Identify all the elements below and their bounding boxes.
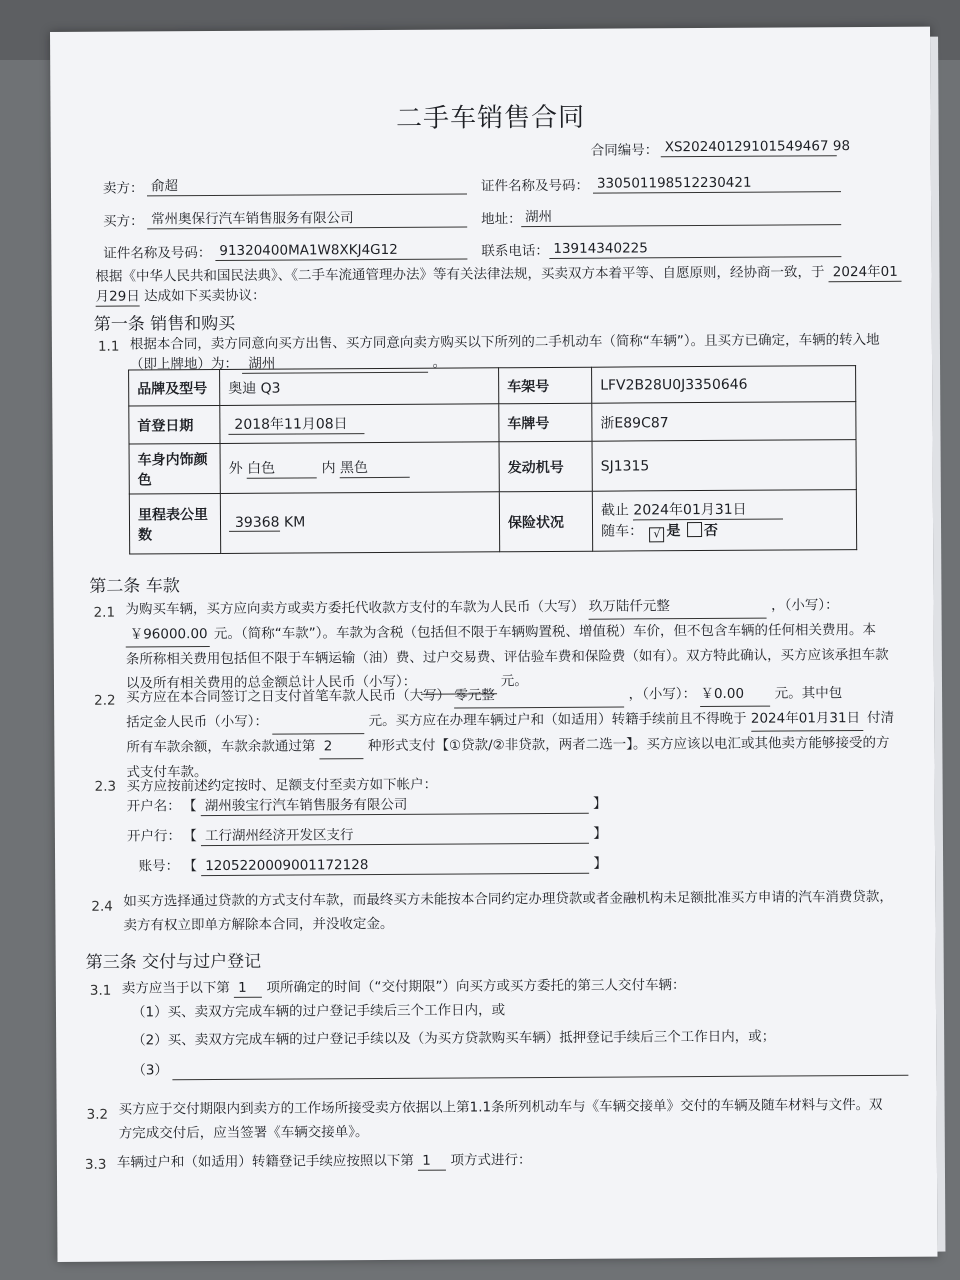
bracket-left: 【 [182,798,197,815]
clause-1-1-line1: 根据本合同，卖方同意向买方出售、买方同意向卖方购买以下所列的二手机动车（简称“车辆”）。且买方已确定，车辆的转入地 [129,331,880,353]
clause-2-2 [126,681,917,785]
preamble-date2: 月29日 [95,288,140,305]
clause-3-3-text-a: 车辆过户和（如适用）转籍登记手续应按照以下第 [116,1152,414,1171]
bracket-right: 】 [593,795,607,812]
clause-2-1-small-label: ，（小写）： [771,597,839,614]
clause-2-2-line3 [126,731,916,761]
contract-no-value: XS20240129101549467 98 [661,137,837,157]
delivery-option-3-blank [172,1057,908,1080]
bank-value: 工行湖州经济开发区支行 [201,825,589,846]
checkbox-yes[interactable]: √ [649,527,664,542]
delivery-option: 1 [234,979,262,998]
buyer-id-label: 证件名称及号码： [103,245,212,262]
preamble-line2 [96,287,266,307]
payment-method: 2 [320,734,364,759]
insurance-date: 2024年01月31日 [633,499,783,521]
preamble-text1: 根据《中华人民共和国民法典》、《二手车流通管理办法》等有关法律法规，买卖双方本着平等、自愿原则，经协商一致，于 [95,264,825,285]
preamble-text2: 达成如下买卖协议： [144,287,266,305]
no-label: 否 [703,522,719,540]
table-row [129,402,856,444]
yes-label: 是 [666,523,681,540]
clause-2-2-text3a: 所有车款余额，车款余款通过第 [126,738,316,756]
odometer-cell [220,492,499,554]
clause-3-2-num: 3.2 [86,1106,109,1123]
buyer-addr-label: 地址： [481,211,522,228]
insurance-cell [592,490,856,552]
clause-2-1-num: 2.1 [93,604,116,621]
buyer-id-value: 91320400MA1W8XKJ4G12 [215,240,467,261]
plate-value: 浙E89C87 [592,402,856,442]
insurance-prefix: 截止 [600,502,629,519]
contract-no-label: 合同编号： [590,142,659,159]
color-label: 车身内饰颜色 [129,443,220,494]
clause-3-2 [119,1093,925,1146]
vin-label: 车架号 [499,367,592,404]
deposit-blank [272,709,364,735]
clause-2-2-text3b: 种形式支付【①贷款/②非贷款，两者二选一】。买方应该以电汇或其他卖方能够接受的方 [367,734,890,755]
clause-2-2-text1: 买方应在本合同签订之日支付首笔车款人民币（大写） [126,687,451,706]
buyer-phone-label: 联系电话： [481,242,549,260]
vehicle-info-table [128,365,857,554]
clause-3-2-line1: 买方应于交付期限内到卖方的工作场所接受卖方依据以上第1.1条所列机动车与《车辆交接单》交付的车辆及随车材料与文件。双 [118,1096,883,1118]
account-no-row [127,855,607,877]
insurance-follow-label: 随车： [601,523,644,540]
clause-2-4 [123,885,923,938]
clause-3-2-line2: 方完成交付后，应当签署《车辆交接单》。 [118,1124,369,1142]
bank-label: 开户行： [126,828,181,845]
article2-title: 第二条 车款 [89,576,180,597]
clause-2-2-line4: 式支付车款。 [126,764,208,781]
clause-3-3-line [117,1151,532,1173]
account-no-label: 账号： [138,858,180,875]
clause-2-2-text1b: 元。其中包 [774,685,843,702]
reg-date-label: 首登日期 [129,405,220,444]
reg-date-cell [220,404,499,444]
account-name-value: 湖州骏宝行汽车销售服务有限公司 [201,795,589,816]
paper-stack-edge [930,37,945,1252]
buyer-label: 买方： [103,213,144,230]
transfer-option: 1 [418,1152,446,1171]
contract-title: 二手车销售合同 [395,102,586,134]
buyer-addr-value: 湖州 [521,206,841,227]
article3-title: 第三条 交付与过户登记 [85,951,262,973]
seller-id-value: 330501198512230421 [593,173,841,194]
clause-3-1-text-a: 卖方应当于以下第 [121,979,230,997]
clause-1-1-num: 1.1 [97,338,120,355]
engine-value: SJ1315 [592,440,856,492]
clause-3-1-line [122,976,686,998]
bracket-right: 】 [593,855,608,872]
odometer-unit: KM [283,514,306,531]
bank-row [127,825,607,847]
account-name-label: 开户名： [126,798,181,815]
reg-date-value: 2018年11月08日 [228,413,364,435]
odometer-label: 里程表公里数 [129,493,220,554]
clause-2-1-text4: 以及所有相关费用的总金额总计人民币（小写）： [125,673,417,692]
clause-2-4-num: 2.4 [91,898,113,915]
insurance-until-line [601,498,848,521]
clause-1-1-text2: （即上牌地）为： [129,355,239,373]
account-name-row [127,795,607,817]
table-row [129,440,856,494]
color-cell [220,442,499,494]
clause-2-1-line3: 条所称相关费用包括但不限于车辆运输（油）费、过户交易费、评估验车费和保险费（如有）。双方特此确认，买方应该承担车款 [125,646,889,668]
plate-label: 车牌号 [499,403,592,442]
clause-3-3-text-b: 项方式进行： [450,1152,532,1169]
brand-label: 品牌及型号 [129,369,220,406]
ext-color-value: 白色 [247,457,317,478]
preamble-line1 [95,263,901,287]
seller-label: 卖方： [102,180,144,197]
seller-name: 俞超 [147,175,467,196]
delivery-option-3-label: （3） [132,1062,168,1079]
odometer-value: 39368 [229,515,280,532]
vin-value: LFV2B28U0J3350646 [592,366,856,404]
clause-2-3-text: 买方应按前述约定按时、足额支付至卖方如下帐户： [126,776,438,795]
preamble-date1: 2024年01 [829,263,902,282]
table-row [129,366,856,406]
price-amount: ￥96000.00 [126,622,210,648]
int-color-prefix: 内 [321,460,336,477]
article1-title: 第一条 销售和购买 [93,313,236,335]
account-no-value: 1205220009001172128 [201,855,589,876]
clause-1-1-dot: 。 [432,354,447,371]
seller-id-label: 证件名称及号码： [480,177,589,195]
table-row [129,490,856,554]
clause-2-4-line1: 如买方选择通过贷款的方式支付车款，而最终买方未能按本合同约定办理贷款或者金融机构未足额批准买方申请的汽车消费贷款， [123,888,893,910]
clause-2-1-yuan: 元。 [500,673,528,690]
checkbox-no[interactable] [687,522,702,537]
clause-2-2-text2a: 括定金人民币（小写）： [126,713,269,731]
brand-value: 奥迪 Q3 [220,368,499,406]
clause-2-1-text1: 为购买车辆，买方应向卖方或卖方委托代收款方支付的车款为人民币（大写） [125,598,585,618]
delivery-option-1: （1）买、卖双方完成车辆的过户登记手续后三个工作日内，或 [131,1002,506,1021]
clause-2-2-small-label: ，（小写）： [628,686,697,703]
delivery-option-3-row [132,1057,908,1081]
clause-3-1-num: 3.1 [89,982,112,999]
clause-2-2-text2c: 付清 [867,709,895,727]
bracket-left: 【 [183,828,197,845]
clause-2-3-num: 2.3 [94,778,117,795]
first-payment-amount: ￥0.00 [700,682,770,707]
clause-2-2-text2b: 元。买方应在办理车辆过户和（如适用）转籍手续前且不得晚于 [368,710,747,730]
transfer-place: 湖州 [242,354,428,374]
clause-2-4-line2: 卖方有权立即单方解除本合同，并没收定金。 [123,915,394,934]
payment-deadline: 2024年01月31日 [751,706,863,732]
clause-3-1-text-b: 项所确定的时间（“交付期限”）向买方或买方委托的第三人交付车辆： [266,977,686,996]
delivery-option-2: （2）买、卖双方完成车辆的过户登记手续以及（为买方贷款购买车辆）抵押登记手续后三个工作日内，或； [132,1028,776,1049]
engine-label: 发动机号 [499,441,592,492]
clause-2-1-text2: 元。（简称“车款”）。车款为含税（包括但不限于车辆购置税、增值税）车价，但不包含车辆的任何相关费用。本 [213,621,877,643]
bracket-left: 【 [183,858,197,875]
price-uppercase: 玖万陆仟元整 [589,594,767,620]
insurance-label: 保险状况 [499,491,592,552]
contract-paper [50,27,937,1262]
bracket-right: 】 [593,825,607,842]
int-color-value: 黑色 [340,457,410,478]
buyer-name: 常州奥保行汽车销售服务有限公司 [147,208,467,229]
clause-2-2-num: 2.2 [94,692,116,709]
buyer-phone-value: 13914340225 [549,238,841,259]
insurance-follow-line [601,519,848,543]
clause-3-3-num: 3.3 [84,1156,107,1173]
ext-color-prefix: 外 [228,460,243,477]
first-payment-uppercase: 零元整 [454,683,624,709]
